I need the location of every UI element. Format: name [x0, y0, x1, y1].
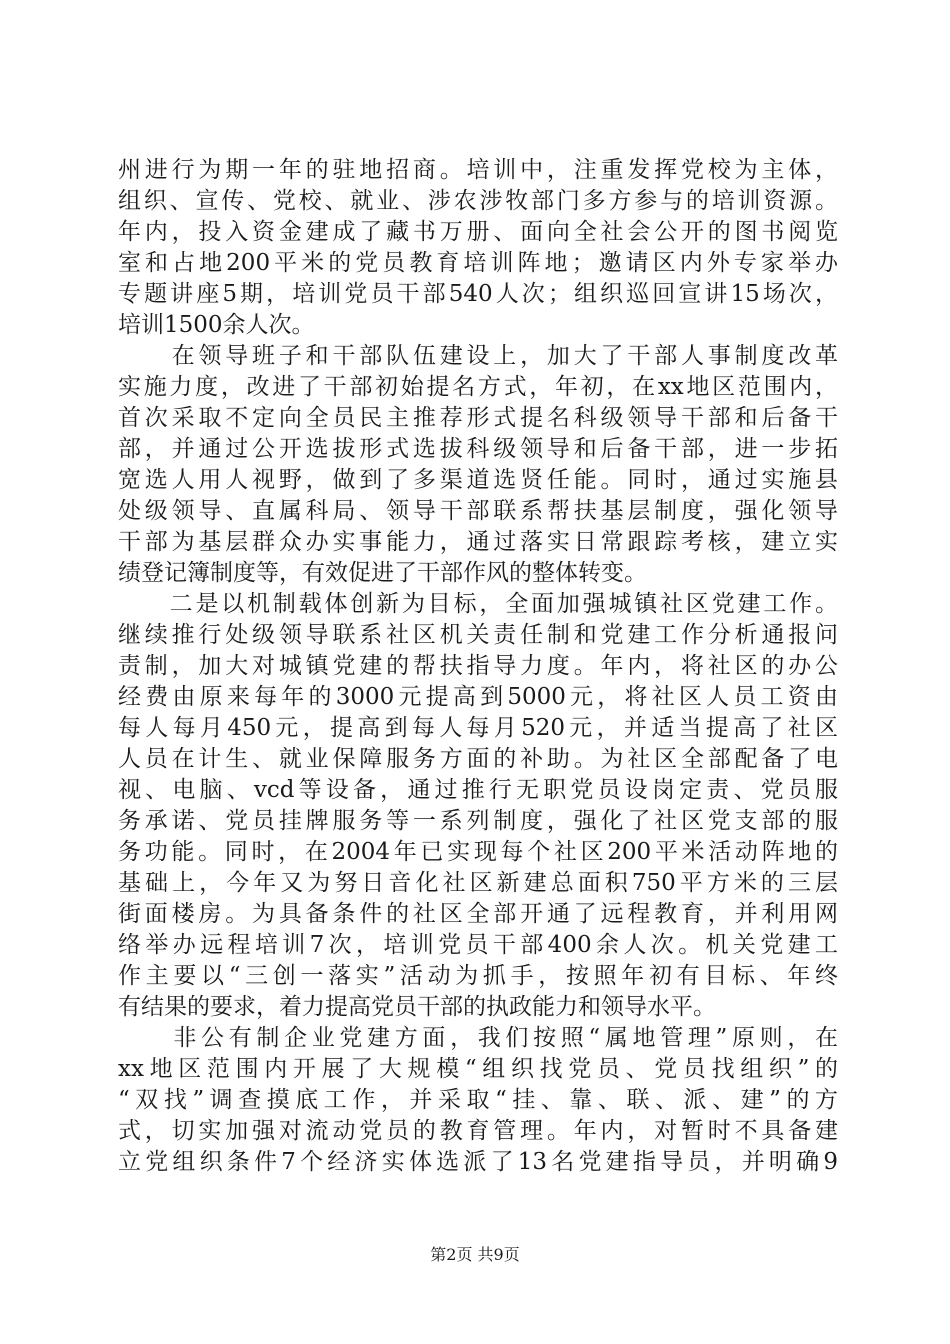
text-line: 实施力度，改进了干部初始提名方式，年初，在xx地区范围内，: [118, 374, 838, 400]
text-line: 继续推行处级领导联系社区机关责任制和党建工作分析通报问: [118, 622, 838, 648]
text-line: 经费由原来每年的3000元提高到5000元，将社区人员工资由: [118, 684, 838, 710]
text-line: 视、电脑、vcd等设备，通过推行无职党员设岗定责、党员服: [118, 777, 838, 803]
text-line: 务承诺、党员挂牌服务等一系列制度，强化了社区党支部的服: [118, 808, 838, 834]
text-line: 式，切实加强对流动党员的教育管理。年内，对暂时不具备建: [118, 1118, 838, 1144]
text-line: 州进行为期一年的驻地招商。培训中，注重发挥党校为主体，: [118, 157, 838, 183]
text-line: 二是以机制载体创新为目标，全面加强城镇社区党建工作。: [118, 591, 838, 617]
text-line: 室和占地200平米的党员教育培训阵地；邀请区内外专家举办: [118, 250, 838, 276]
text-line: 作主要以“三创一落实”活动为抓手，按照年初有目标、年终: [118, 963, 838, 989]
text-line: 年内，投入资金建成了藏书万册、面向全社会公开的图书阅览: [118, 219, 838, 245]
text-line: 街面楼房。为具备条件的社区全部开通了远程教育，并利用网: [118, 901, 838, 927]
text-line: 人员在计生、就业保障服务方面的补助。为社区全部配备了电: [118, 746, 838, 772]
text-line: 处级领导、直属科局、领导干部联系帮扶基层制度，强化领导: [118, 498, 838, 524]
paragraph: [118, 1023, 838, 1178]
text-line: 组织、宣传、党校、就业、涉农涉牧部门多方参与的培训资源。: [118, 188, 838, 214]
text-line: 基础上，今年又为努日音化社区新建总面积750平方米的三层: [118, 870, 838, 896]
text-line: 每人每月450元，提高到每人每月520元，并适当提高了社区: [118, 715, 838, 741]
text-line: 立党组织条件7个经济实体选派了13名党建指导员，并明确9: [118, 1149, 838, 1175]
paragraph: [118, 155, 838, 341]
paragraph: [118, 589, 838, 1023]
text-line: xx地区范围内开展了大规模“组织找党员、党员找组织”的: [118, 1056, 838, 1082]
text-line: 培训1500余人次。: [118, 312, 315, 338]
text-line: 专题讲座5期，培训党员干部540人次；组织巡回宣讲15场次，: [118, 281, 838, 307]
paragraph: [118, 341, 838, 589]
text-line: 干部为基层群众办实事能力，通过落实日常跟踪考核，建立实: [118, 529, 838, 555]
text-line: 在领导班子和干部队伍建设上，加大了干部人事制度改革: [118, 343, 838, 369]
text-line: 部，并通过公开选拔形式选拔科级领导和后备干部，进一步拓: [118, 436, 838, 462]
text-line: 宽选人用人视野，做到了多渠道选贤任能。同时，通过实施县: [118, 467, 838, 493]
text-line: 有结果的要求，着力提高党员干部的执政能力和领导水平。: [118, 994, 716, 1020]
document-body: [118, 155, 838, 1178]
page-footer: 第2页 共9页: [430, 1245, 520, 1264]
text-line: 非公有制企业党建方面，我们按照“属地管理”原则，在: [118, 1025, 838, 1051]
text-line: “双找”调查摸底工作，并采取“挂、靠、联、派、建”的方: [118, 1087, 838, 1113]
text-line: 绩登记簿制度等，有效促进了干部作风的整体转变。: [118, 560, 647, 586]
text-line: 络举办远程培训7次，培训党员干部400余人次。机关党建工: [118, 932, 838, 958]
text-line: 责制，加大对城镇党建的帮扶指导力度。年内，将社区的办公: [118, 653, 838, 679]
text-line: 首次采取不定向全员民主推荐形式提名科级领导干部和后备干: [118, 405, 838, 431]
text-line: 务功能。同时，在2004年已实现每个社区200平米活动阵地的: [118, 839, 838, 865]
